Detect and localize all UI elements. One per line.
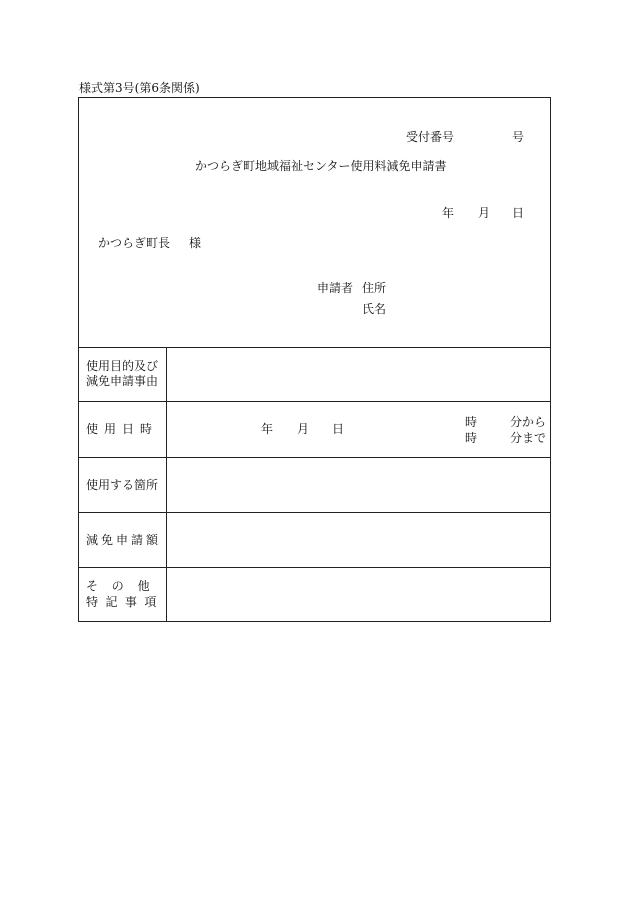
- date-month-label: 月: [478, 206, 491, 220]
- date-year-label: 年: [442, 206, 455, 220]
- start-hour-label: 時: [465, 415, 478, 429]
- divider-row-1: [79, 401, 550, 402]
- datetime-label: 使用日時: [86, 422, 159, 436]
- address-label: 住所: [362, 281, 387, 295]
- addressee: かつらぎ町長: [98, 236, 171, 250]
- divider-top-section: [79, 347, 550, 348]
- divider-row-2: [79, 457, 550, 458]
- purpose-label-line2: 減免申請事由: [86, 374, 159, 388]
- date-day-label: 日: [512, 206, 525, 220]
- start-minute-label: 分から: [510, 415, 547, 429]
- applicant-label: 申請者: [317, 281, 354, 295]
- form-title: かつらぎ町地域福祉センター使用料減免申請書: [195, 159, 447, 173]
- label-column-divider: [166, 347, 167, 622]
- receipt-number-label: 受付番号: [406, 130, 455, 144]
- end-minute-label: 分まで: [510, 431, 547, 445]
- form-reference: 様式第3号(第6条関係): [79, 81, 200, 95]
- usage-month-label: 月: [297, 422, 310, 436]
- divider-row-4: [79, 567, 550, 568]
- receipt-number-suffix: 号: [512, 130, 525, 144]
- name-label: 氏名: [362, 302, 387, 316]
- usage-day-label: 日: [332, 422, 345, 436]
- other-label-line2: 特記事項: [86, 595, 164, 609]
- purpose-label-line1: 使用目的及び: [86, 359, 159, 373]
- other-label-line1: その他: [86, 579, 164, 593]
- application-form-frame: [78, 97, 551, 622]
- honorific: 様: [189, 236, 202, 250]
- usage-place-label: 使用する箇所: [86, 478, 159, 492]
- usage-year-label: 年: [261, 422, 274, 436]
- end-hour-label: 時: [465, 431, 478, 445]
- divider-row-3: [79, 512, 550, 513]
- reduction-amount-label: 減免申請額: [86, 533, 162, 547]
